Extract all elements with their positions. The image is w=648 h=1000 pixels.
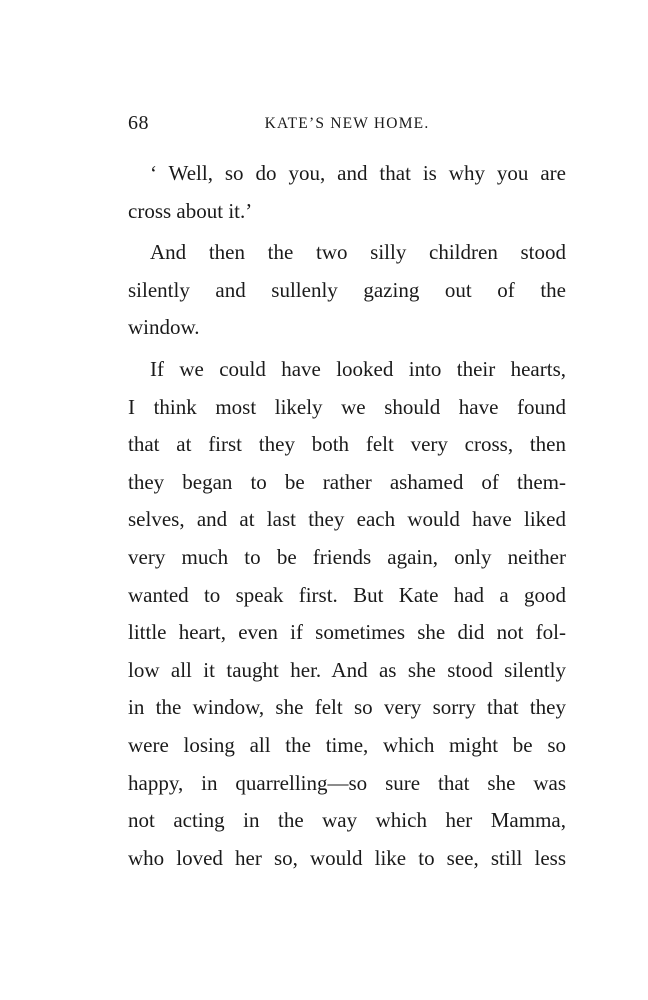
paragraph xyxy=(128,351,566,877)
text-line: low all it taught her. And as she stood silently xyxy=(128,657,566,682)
running-head: KATE’S NEW HOME. xyxy=(264,115,430,132)
text-line: cross about it.’ xyxy=(128,198,253,223)
text-line: not acting in the way which her Mamma, xyxy=(128,808,566,833)
text-line: window. xyxy=(128,315,200,340)
paragraph xyxy=(128,234,566,347)
page-number: 68 xyxy=(128,112,149,134)
text-line: silently and sullenly gazing out of the xyxy=(128,277,566,302)
text-line: happy, in quarrelling—so sure that she was xyxy=(128,770,566,795)
text-line: they began to be rather ashamed of them- xyxy=(128,469,566,494)
text-line: ‘ Well, so do you, and that is why you are xyxy=(150,161,566,185)
page-header xyxy=(128,112,566,142)
text-line: who loved her so, would like to see, still less xyxy=(128,845,566,870)
paragraph xyxy=(128,155,566,230)
text-line: I think most likely we should have found xyxy=(128,394,566,419)
text-line: And then the two silly children stood xyxy=(150,240,566,265)
text-line: selves, and at last they each would have liked xyxy=(128,507,566,532)
body-text xyxy=(128,155,566,877)
text-line: were losing all the time, which might be so xyxy=(128,732,566,757)
text-line: wanted to speak first. But Kate had a good xyxy=(128,582,566,607)
text-line: very much to be friends again, only neither xyxy=(128,544,566,569)
text-line: that at first they both felt very cross, then xyxy=(128,432,566,457)
text-line: in the window, she felt so very sorry that they xyxy=(128,695,566,720)
text-line: If we could have looked into their hearts, xyxy=(150,356,566,381)
text-line: little heart, even if sometimes she did not fol- xyxy=(128,620,566,645)
